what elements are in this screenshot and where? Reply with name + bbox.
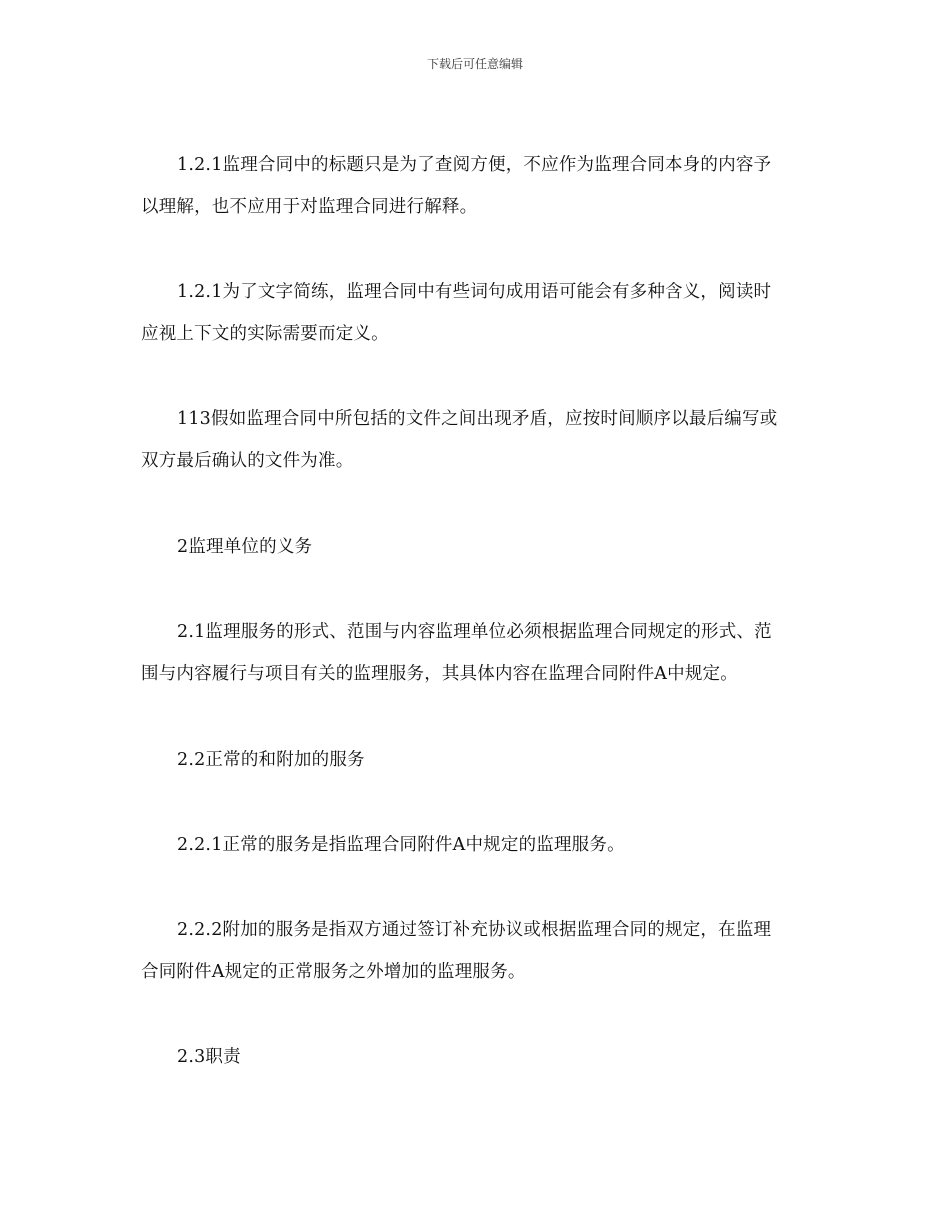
- paragraph-1-2-1-wording: [141, 271, 809, 355]
- section-heading-2-3: [141, 1036, 809, 1078]
- paragraph-2-2-1-normal: [141, 824, 809, 866]
- paragraph-1-2-1-titles: [141, 144, 809, 228]
- paragraph-line: 围与内容履行与项目有关的监理服务，其具体内容在监理合同附件A中规定。: [141, 664, 738, 684]
- paragraph-line: 1.2.1监理合同中的标题只是为了查阅方便，不应作为监理合同本身的内容予: [177, 155, 772, 175]
- paragraph-line: 2.2.2附加的服务是指双方通过签订补充协议或根据监理合同的规定，在监理: [177, 920, 772, 940]
- paragraph-line: 2监理单位的义务: [177, 537, 313, 557]
- paragraph-line: 以理解，也不应用于对监理合同进行解释。: [141, 197, 478, 217]
- paragraph-line: 2.2.1正常的服务是指监理合同附件A中规定的监理服务。: [177, 835, 625, 855]
- section-heading-2: [141, 526, 809, 568]
- paragraph-line: 2.2正常的和附加的服务: [177, 750, 365, 770]
- paragraph-113-conflicts: [141, 398, 809, 482]
- page-header: 下载后可任意编辑: [426, 57, 523, 71]
- section-heading-2-2: [141, 739, 809, 781]
- paragraph-line: 合同附件A规定的正常服务之外增加的监理服务。: [141, 962, 526, 982]
- paragraph-line: 113假如监理合同中所包括的文件之间出现矛盾，应按时间顺序以最后编写或: [177, 409, 778, 429]
- paragraph-line: 2.1监理服务的形式、范围与内容监理单位必须根据监理合同规定的形式、范: [177, 622, 772, 642]
- paragraph-line: 2.3职责: [177, 1047, 241, 1067]
- paragraph-line: 1.2.1为了文字简练，监理合同中有些词句成用语可能会有多种含义，阅读时: [177, 282, 772, 302]
- paragraph-2-1-scope: [141, 611, 809, 695]
- paragraph-2-2-2-additional: [141, 909, 809, 993]
- paragraph-line: 双方最后确认的文件为准。: [141, 451, 354, 471]
- paragraph-line: 应视上下文的实际需要而定义。: [141, 324, 389, 344]
